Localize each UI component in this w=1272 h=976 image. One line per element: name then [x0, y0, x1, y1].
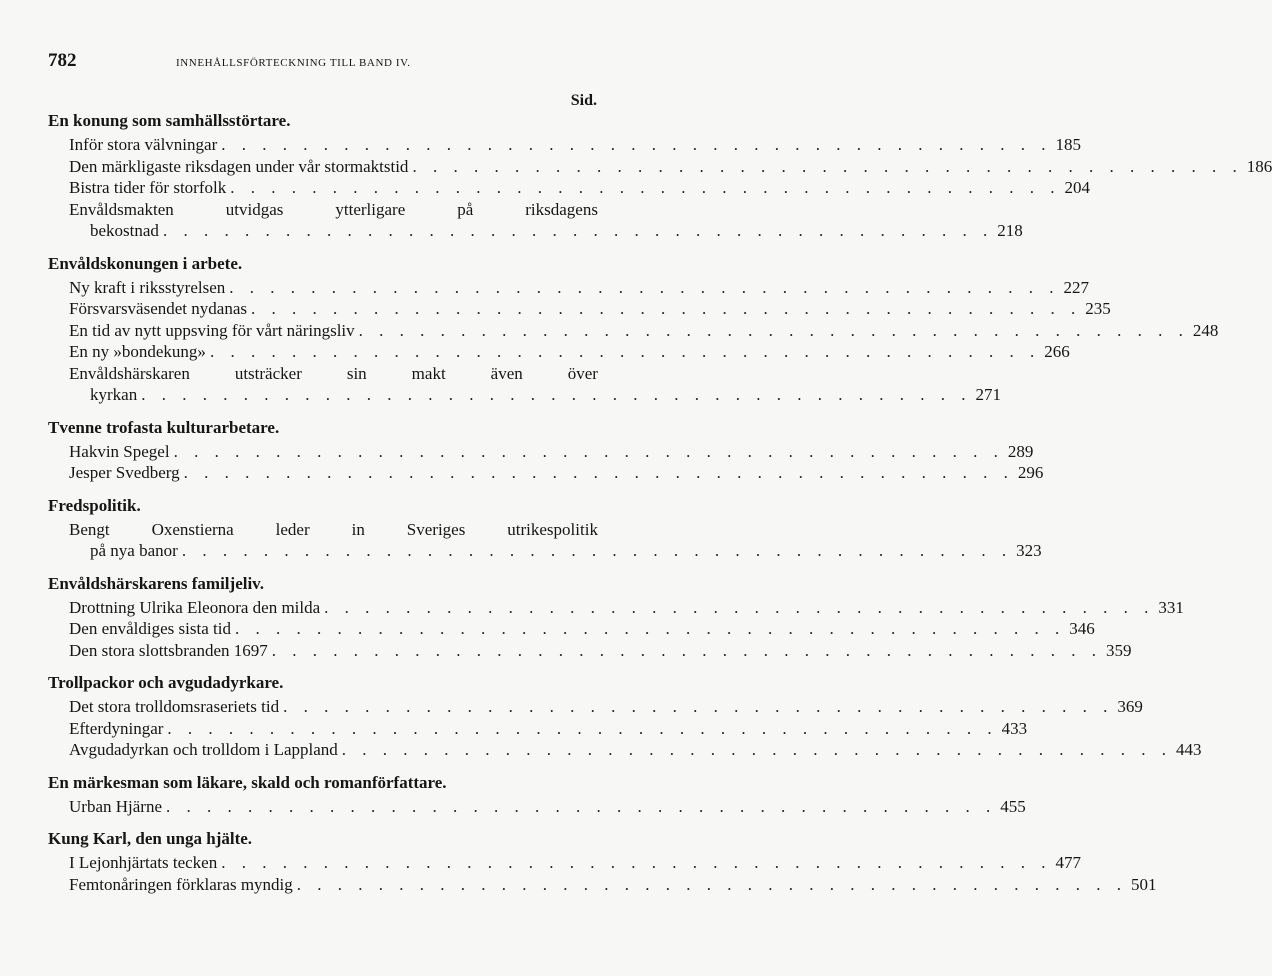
toc-entry — [69, 640, 1132, 662]
entry-page-number: 227 — [1063, 277, 1090, 297]
entry-page-number: 266 — [1044, 342, 1070, 361]
toc-entry — [69, 156, 1272, 178]
page-number: 782 — [48, 50, 77, 71]
toc-section — [48, 573, 1184, 662]
dot-leader: . . . . . . . . . . . . . . . . . . . . . . . . . . . . . . . . . . . . . . . . . — [324, 597, 1155, 617]
entry-word: Envåldsmakten — [69, 199, 174, 219]
toc-entry — [69, 341, 1070, 363]
dot-leader: . . . . . . . . . . . . . . . . . . . . . . . . . . . . . . . . . . . . . . . . . — [162, 221, 994, 240]
entry-page-number: 331 — [1158, 597, 1184, 617]
entry-text: En tid av nytt uppsving för vårt näringsliv — [69, 320, 355, 340]
entry-text: Jesper Svedberg — [69, 463, 180, 482]
toc-entry — [69, 320, 1219, 342]
entry-text: Efterdyningar — [69, 718, 164, 738]
entry-word: Bengt — [69, 519, 110, 539]
entry-word: även — [490, 363, 523, 383]
entry-text-line2: på nya banor — [90, 541, 178, 560]
dot-leader: . . . . . . . . . . . . . . . . . . . . . . . . . . . . . . . . . . . . . . . . . — [412, 156, 1243, 176]
toc-section — [48, 772, 1026, 818]
entry-page-number: 477 — [1055, 853, 1081, 872]
table-of-contents — [48, 110, 1272, 906]
entry-page-number: 271 — [975, 385, 1001, 404]
entry-page-number: 235 — [1085, 299, 1111, 318]
toc-section — [48, 253, 1219, 406]
entry-page-number: 455 — [1000, 796, 1026, 816]
entry-text: Hakvin Spegel — [69, 441, 170, 461]
entry-text-line1 — [69, 199, 598, 221]
entry-page-number: 501 — [1131, 874, 1157, 894]
toc-entry — [69, 852, 1081, 874]
entry-line2 — [90, 220, 1023, 242]
entry-text: En ny »bondekung» — [69, 342, 206, 361]
dot-leader: . . . . . . . . . . . . . . . . . . . . . . . . . . . . . . . . . . . . . . . . . — [166, 796, 997, 816]
section-title: Envåldshärskarens familjeliv. — [48, 573, 264, 593]
entry-text: Den stora slottsbranden 1697 — [69, 640, 268, 660]
section-title: Envåldskonungen i arbete. — [48, 253, 243, 273]
toc-entry — [69, 739, 1202, 761]
entry-page-number: 323 — [1016, 541, 1042, 560]
running-title: INNEHÅLLSFÖRTECKNING TILL BAND IV. — [176, 57, 411, 69]
dot-leader: . . . . . . . . . . . . . . . . . . . . . . . . . . . . . . . . . . . . . . . . . — [251, 299, 1082, 318]
entry-text: Drottning Ulrika Eleonora den milda — [69, 597, 321, 617]
dot-leader: . . . . . . . . . . . . . . . . . . . . . . . . . . . . . . . . . . . . . . . . . — [209, 342, 1041, 361]
entry-text: Bistra tider för storfolk — [69, 178, 227, 197]
entry-word: utrikespolitik — [507, 519, 598, 539]
toc-entry — [69, 277, 1090, 299]
toc-section — [48, 828, 1157, 895]
dot-leader: . . . . . . . . . . . . . . . . . . . . . . . . . . . . . . . . . . . . . . . . . — [173, 441, 1004, 461]
entry-page-number: 248 — [1192, 320, 1219, 340]
entry-page-number: 369 — [1117, 697, 1143, 716]
entry-page-number: 289 — [1007, 441, 1034, 461]
dot-leader: . . . . . . . . . . . . . . . . . . . . . . . . . . . . . . . . . . . . . . . . . — [221, 853, 1052, 872]
entry-text: Det stora trolldomsraseriets tid — [69, 697, 280, 716]
dot-leader: . . . . . . . . . . . . . . . . . . . . . . . . . . . . . . . . . . . . . . . . . — [358, 320, 1189, 340]
entry-word: utvidgas — [225, 199, 284, 219]
toc-entry — [69, 519, 1042, 562]
section-title: Kung Karl, den unga hjälte. — [48, 829, 253, 848]
entry-word: leder — [275, 519, 310, 539]
section-title: Fredspolitik. — [48, 495, 141, 515]
toc-entry — [69, 718, 1028, 740]
entry-page-number: 346 — [1069, 619, 1095, 638]
entry-text-line2: bekostnad — [90, 221, 159, 240]
dot-leader: . . . . . . . . . . . . . . . . . . . . . . . . . . . . . . . . . . . . . . . . . — [234, 619, 1066, 638]
entry-text-line1 — [69, 363, 598, 385]
dot-leader: . . . . . . . . . . . . . . . . . . . . . . . . . . . . . . . . . . . . . . . . . — [141, 385, 972, 404]
entry-page-number: 186 — [1246, 156, 1272, 176]
toc-entry — [69, 796, 1026, 818]
entry-text-line1 — [69, 519, 598, 541]
running-head — [48, 50, 591, 74]
toc-entry — [69, 696, 1143, 718]
entry-page-number: 204 — [1064, 178, 1090, 197]
entry-word: över — [567, 363, 598, 383]
dot-leader: . . . . . . . . . . . . . . . . . . . . . . . . . . . . . . . . . . . . . . . . . — [167, 718, 998, 738]
entry-text: Den envåldiges sista tid — [69, 619, 231, 638]
entry-word: utsträcker — [234, 363, 302, 383]
section-title: Trollpackor och avgudadyrkare. — [48, 673, 284, 692]
entry-text-line2: kyrkan — [90, 385, 138, 404]
entry-word: Sveriges — [406, 519, 466, 539]
section-title: En märkesman som läkare, skald och romanförfattare. — [48, 772, 447, 792]
dot-leader: . . . . . . . . . . . . . . . . . . . . . . . . . . . . . . . . . . . . . . . . . — [221, 135, 1052, 154]
entry-word: Envåldshärskaren — [69, 363, 190, 383]
entry-text: Försvarsväsendet nydanas — [69, 299, 247, 318]
dot-leader: . . . . . . . . . . . . . . . . . . . . . . . . . . . . . . . . . . . . . . . . . — [229, 277, 1060, 297]
entry-word: på — [457, 199, 474, 219]
entry-page-number: 218 — [997, 221, 1023, 240]
dot-leader: . . . . . . . . . . . . . . . . . . . . . . . . . . . . . . . . . . . . . . . . . — [230, 178, 1061, 197]
dot-leader: . . . . . . . . . . . . . . . . . . . . . . . . . . . . . . . . . . . . . . . . . — [283, 697, 1114, 716]
toc-section — [48, 110, 1272, 242]
entry-word: riksdagens — [525, 199, 598, 219]
toc-section — [48, 495, 1042, 562]
entry-text: Den märkligaste riksdagen under vår stormaktstid — [69, 156, 409, 176]
entry-text: Femtonåringen förklaras myndig — [69, 874, 293, 894]
entry-word: makt — [411, 363, 446, 383]
toc-section — [48, 672, 1202, 761]
entry-text: I Lejonhjärtats tecken — [69, 853, 218, 872]
section-title: Tvenne trofasta kulturarbetare. — [48, 417, 280, 437]
entry-word: Oxenstierna — [151, 519, 234, 539]
dot-leader: . . . . . . . . . . . . . . . . . . . . . . . . . . . . . . . . . . . . . . . . . — [341, 740, 1173, 759]
dot-leader: . . . . . . . . . . . . . . . . . . . . . . . . . . . . . . . . . . . . . . . . . — [296, 874, 1128, 894]
toc-entry — [69, 134, 1081, 156]
dot-leader: . . . . . . . . . . . . . . . . . . . . . . . . . . . . . . . . . . . . . . . . . — [183, 463, 1014, 482]
entry-page-number: 185 — [1055, 135, 1081, 154]
toc-entry — [69, 363, 1001, 406]
dot-leader: . . . . . . . . . . . . . . . . . . . . . . . . . . . . . . . . . . . . . . . . . — [271, 640, 1103, 660]
entry-page-number: 359 — [1106, 640, 1132, 660]
entry-text: Urban Hjärne — [69, 796, 162, 816]
entry-text: Inför stora välvningar — [69, 135, 218, 154]
toc-entry — [69, 874, 1157, 896]
entry-line2 — [90, 540, 1042, 562]
toc-entry — [69, 462, 1044, 484]
toc-entry — [69, 597, 1184, 619]
toc-entry — [69, 298, 1111, 320]
page-column-label: Sid. — [570, 92, 597, 109]
section-title: En konung som samhällsstörtare. — [48, 111, 291, 130]
entry-word: sin — [346, 363, 367, 383]
entry-text: Avgudadyrkan och trolldom i Lappland — [69, 740, 338, 759]
toc-entry — [69, 177, 1090, 199]
entry-text: Ny kraft i riksstyrelsen — [69, 277, 226, 297]
entry-word: in — [351, 519, 365, 539]
toc-entry — [69, 618, 1095, 640]
entry-word: ytterligare — [335, 199, 406, 219]
entry-line2 — [90, 384, 1001, 406]
toc-entry — [69, 441, 1034, 463]
toc-section — [48, 417, 1044, 484]
entry-page-number: 296 — [1017, 463, 1044, 482]
dot-leader: . . . . . . . . . . . . . . . . . . . . . . . . . . . . . . . . . . . . . . . . . — [181, 541, 1013, 560]
toc-entry — [69, 199, 1023, 242]
entry-page-number: 443 — [1176, 740, 1202, 759]
entry-page-number: 433 — [1001, 718, 1028, 738]
